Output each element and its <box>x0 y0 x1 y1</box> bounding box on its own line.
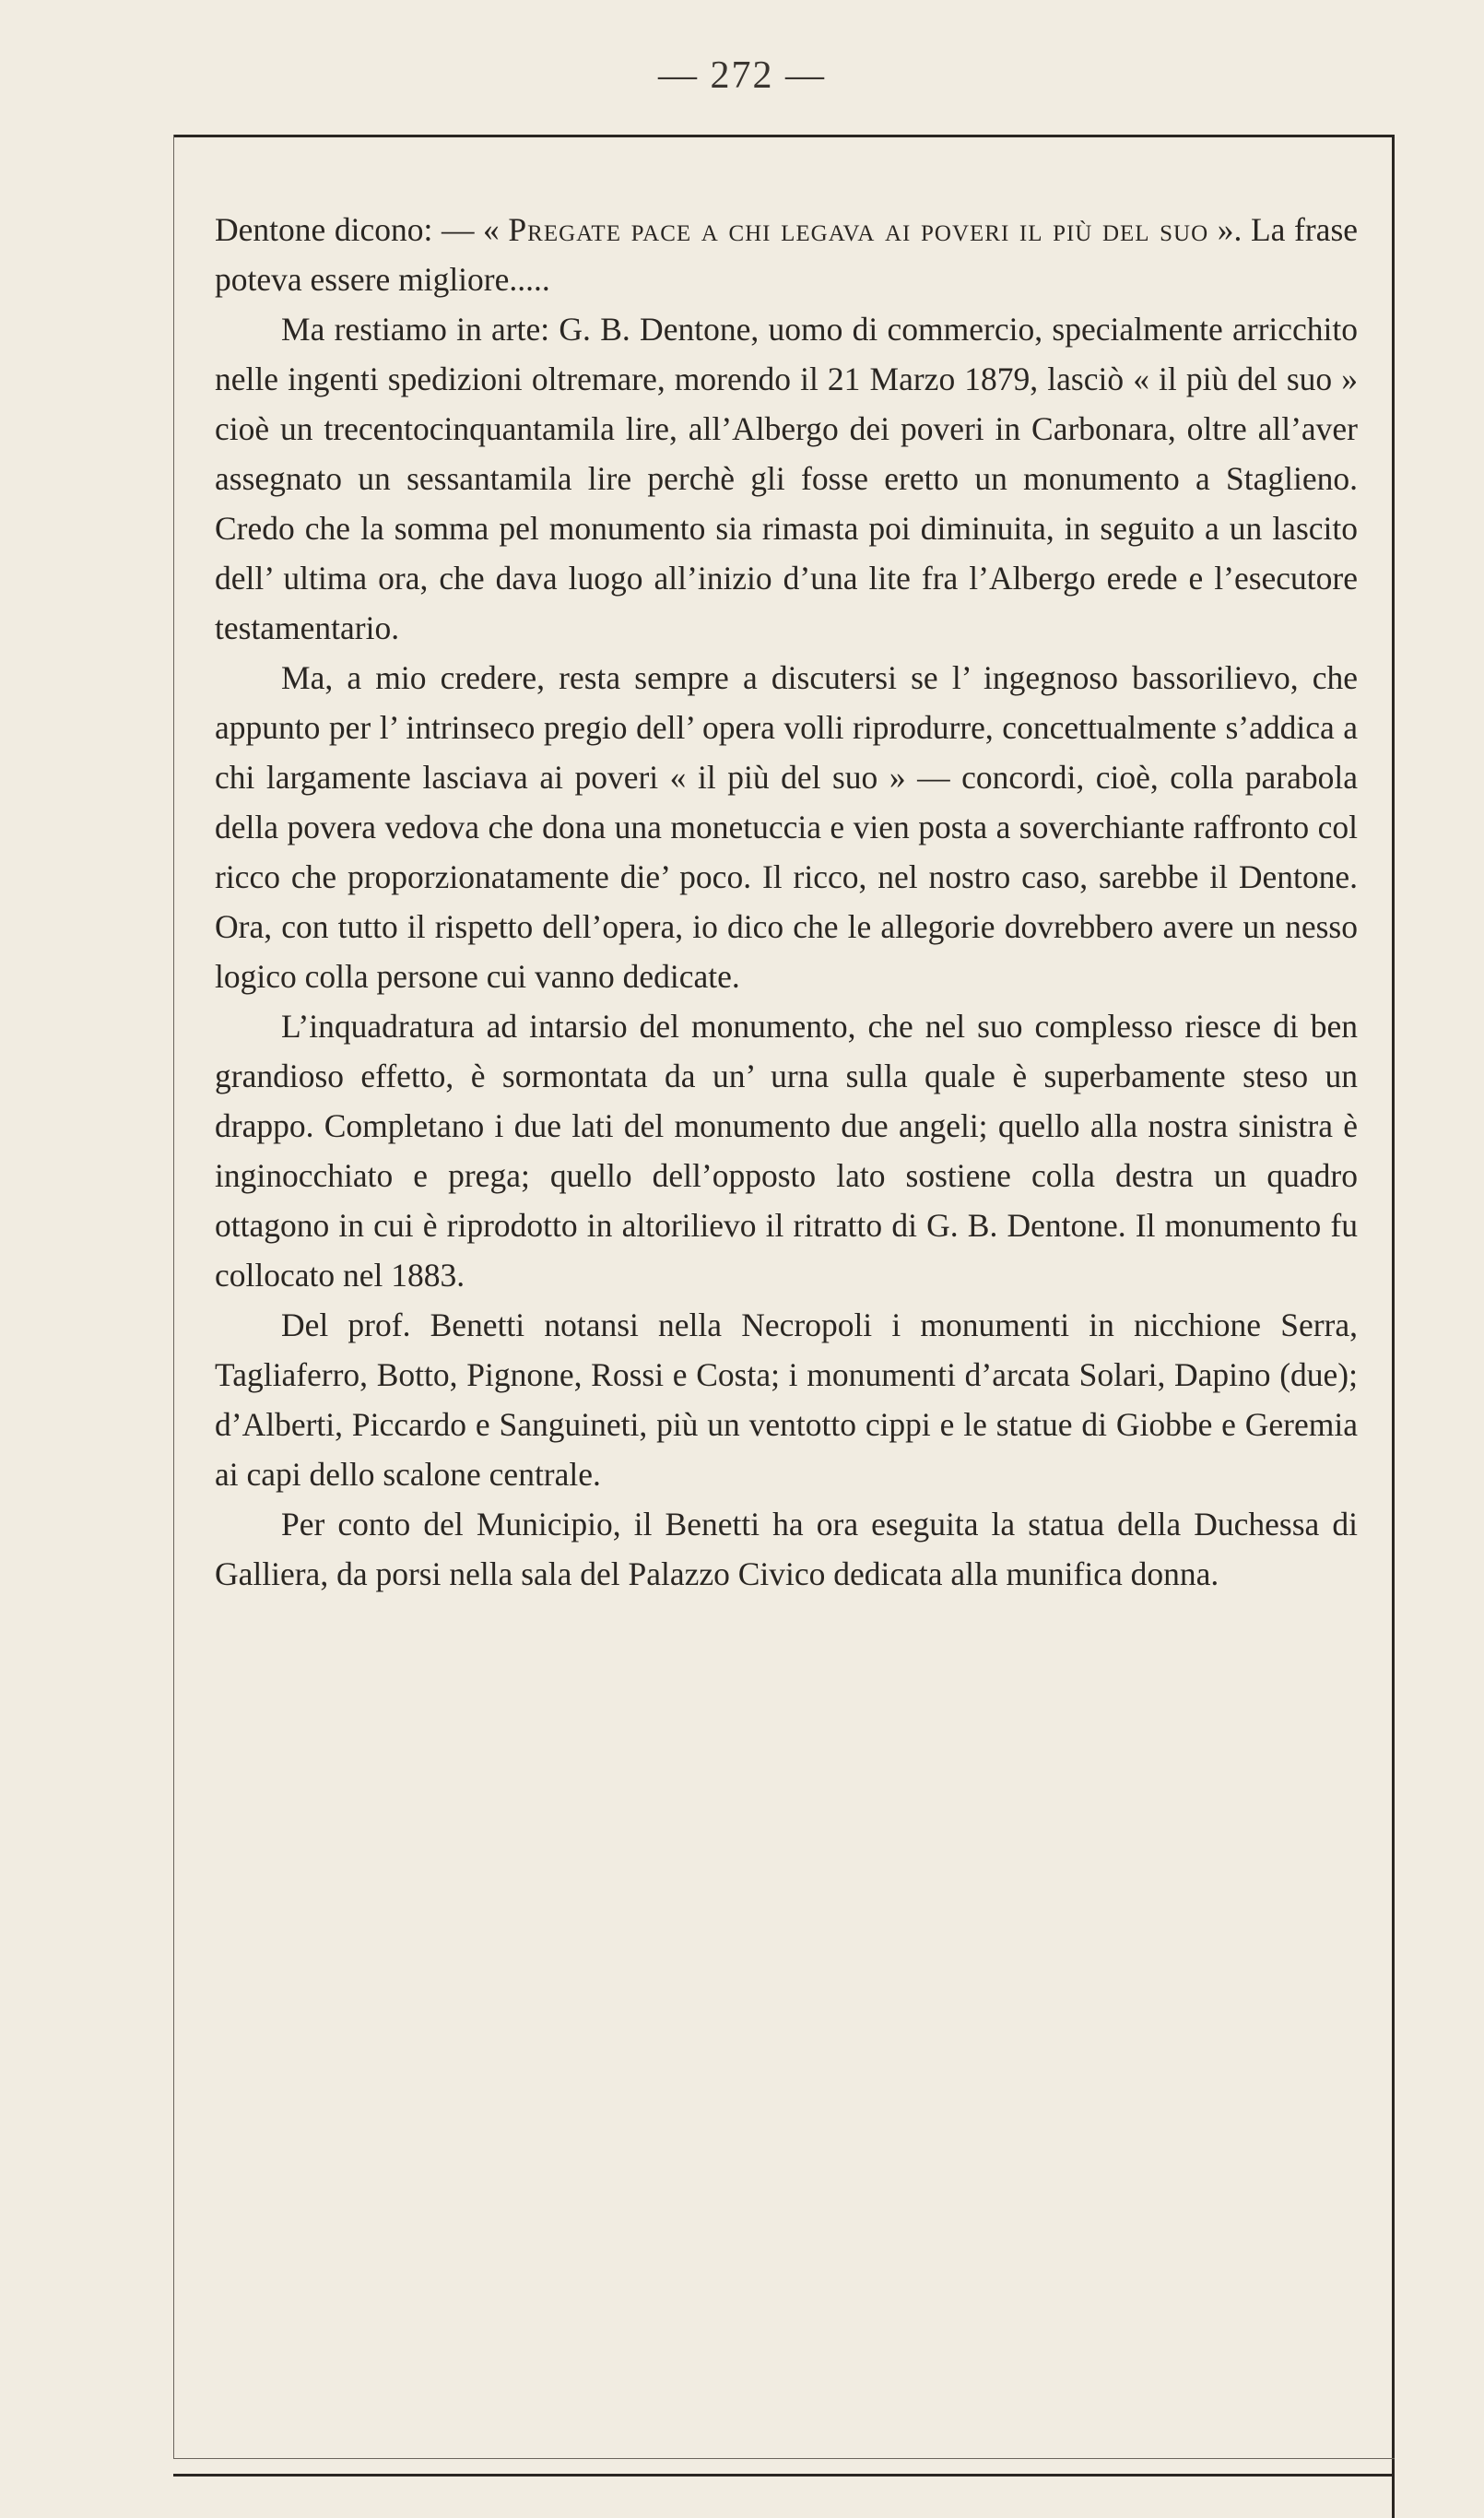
paragraph-6: Per conto del Municipio, il Benetti ha ora eseguita la statua della Duchessa di Galliera, da porsi nella sala del Palazzo Civico dedicata alla munifica donna. <box>215 1506 1358 1592</box>
frame-right-rule <box>1392 135 1395 2518</box>
frame-bottom-thick-rule <box>173 2474 1395 2477</box>
paragraph-3: Ma, a mio credere, resta sempre a discutersi se l’ ingegnoso bassorilievo, che appunto per l’ intrinseco pregio dell’ opera volli riprodurre, concettualmente s’addica a chi largamente lasciava ai poveri « il più del suo » — concordi, cioè, colla parabola della povera vedova che dona una monetuccia e vien posta a soverchiante raffronto col ricco che proporzionatamente die’ poco. Il ricco, nel nostro caso, sarebbe il Dentone. Ora, con tutto il rispetto dell’opera, io dico che le allegorie dovrebbero avere un nesso logico colla persone cui vanno dedicate. <box>215 659 1358 995</box>
paragraph-4: L’inquadratura ad intarsio del monumento, che nel suo complesso riesce di ben grandioso effetto, è sormontata da un’ urna sulla quale è superbamente steso un drappo. Completano i due lati del monumento due angeli; quello alla nostra sinistra è inginocchiato e prega; quello dell’opposto lato sostiene colla destra un quadro ottagono in cui è riprodotto in altorilievo il ritratto di G. B. Dentone. Il monumento fu collocato nel 1883. <box>215 1008 1358 1294</box>
page-number: — 272 — <box>658 54 826 97</box>
paragraph-2: Ma restiamo in arte: G. B. Dentone, uomo di commercio, specialmente arricchito nelle ingenti spedizioni oltremare, morendo il 21 Marzo 1879, lasciò « il più del suo » cioè un trecentocinquantamila lire, all’Albergo dei poveri in Carbonara, oltre all’aver assegnato un sessantamila lire perchè gli fosse eretto un monumento a Staglieno. Credo che la somma pel monumento sia rimasta poi diminuita, in seguito a un lascito dell’ ultima ora, che dava luogo all’inizio d’una lite fra l’Albergo erede e l’esecutore testamentario. <box>215 311 1358 646</box>
body-text <box>215 205 1358 1599</box>
paragraph-1 <box>215 205 1358 304</box>
paragraph-1-intro: Dentone dicono: — « <box>215 211 509 248</box>
paragraph-5: Del prof. Benetti notansi nella Necropoli i monumenti in nicchione Serra, Tagliaferro, Botto, Pignone, Rossi e Costa; i monumenti d’arcata Solari, Dapino (due); d’Alberti, Piccardo e Sanguineti, più un ventotto cippi e le statue di Giobbe e Geremia ai capi dello scalone centrale. <box>215 1306 1358 1493</box>
frame-bottom-rule <box>173 2458 1395 2459</box>
paragraph-1-end: ». La frase poteva essere migliore..... <box>215 211 1359 298</box>
frame-top-rule <box>173 135 1395 137</box>
quoted-inscription: Pregate pace a chi legava ai poveri il più del suo <box>508 211 1209 248</box>
frame-left-rule <box>173 135 174 2458</box>
